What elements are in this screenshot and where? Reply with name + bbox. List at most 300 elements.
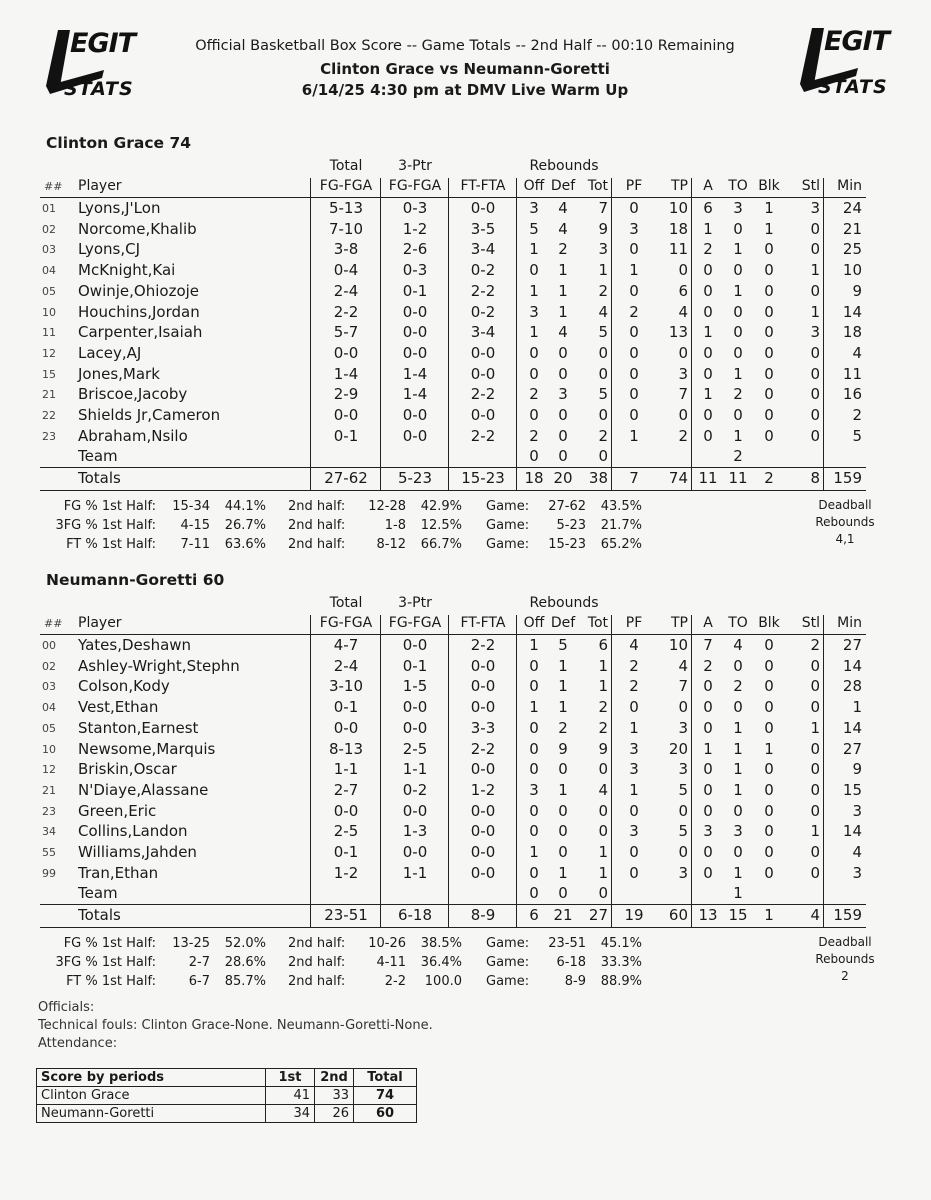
- stat-to: 0: [733, 843, 743, 861]
- pct-first-half: 15-34: [172, 499, 210, 515]
- column-divider: [310, 615, 311, 927]
- stat-fg3: 0-0: [402, 698, 428, 717]
- totals-tot: 38: [588, 469, 608, 488]
- stat-pf: 0: [629, 199, 639, 217]
- stat-min: 4: [852, 843, 862, 861]
- totals-pf: 19: [624, 906, 644, 925]
- stat-off: 0: [529, 863, 539, 882]
- stat-def: 1: [558, 261, 568, 280]
- stat-blk: 0: [764, 822, 774, 841]
- player-name: Yates,Deshawn: [78, 636, 192, 654]
- stat-pf: 1: [629, 426, 639, 445]
- stat-to: 1: [733, 718, 743, 737]
- pct-label: 3FG % 1st Half:: [55, 518, 156, 534]
- stat-a: 0: [703, 843, 713, 861]
- pct-first-half: 13-25: [172, 936, 210, 952]
- pct-game-percent: 65.2%: [600, 537, 642, 553]
- stat-stl: 0: [810, 863, 820, 882]
- pct-second-half-label: 2nd half:: [288, 518, 346, 534]
- player-name: Vest,Ethan: [78, 698, 159, 717]
- team-row-off: 0: [529, 447, 539, 466]
- player-name: Houchins,Jordan: [78, 302, 200, 321]
- column-header-fg3: FG-FGA: [388, 178, 442, 194]
- period-row: [37, 1105, 417, 1123]
- stat-blk: 1: [764, 199, 774, 217]
- stat-fg3: 0-0: [402, 343, 428, 362]
- column-header-to: TO: [728, 178, 748, 194]
- stat-def: 9: [558, 739, 568, 758]
- stat-a: 1: [703, 323, 713, 342]
- player-name: Williams,Jahden: [78, 843, 197, 861]
- stat-tot: 2: [598, 281, 608, 300]
- stat-fg3: 0-0: [402, 406, 428, 424]
- stat-tp: 0: [678, 343, 688, 362]
- stat-min: 1: [852, 698, 862, 717]
- stat-min: 2: [852, 406, 862, 424]
- stat-tp: 3: [678, 718, 688, 737]
- stat-fg: 8-13: [328, 739, 364, 758]
- stat-blk: 0: [764, 760, 774, 779]
- stat-min: 3: [852, 863, 862, 882]
- period-1st: 41: [266, 1087, 315, 1105]
- stat-blk: 0: [764, 261, 774, 280]
- column-divider: [823, 178, 824, 490]
- period-2nd: 26: [315, 1105, 354, 1123]
- stat-fg: 1-2: [333, 863, 359, 882]
- column-divider: [823, 615, 824, 927]
- player-name: Owinje,Ohiozoje: [78, 281, 200, 300]
- player-number: 01: [42, 202, 56, 215]
- stat-def: 3: [558, 385, 568, 404]
- stat-pf: 0: [629, 843, 639, 861]
- stat-tot: 1: [598, 843, 608, 861]
- stat-fg3: 0-2: [402, 780, 428, 799]
- stat-min: 4: [852, 343, 862, 362]
- stat-off: 3: [529, 302, 539, 321]
- stat-tp: 0: [678, 406, 688, 424]
- totals-label: Totals: [78, 906, 121, 925]
- stat-stl: 0: [810, 698, 820, 717]
- column-header-ft: FT-FTA: [460, 615, 506, 631]
- player-number: 21: [42, 783, 56, 797]
- stat-min: 3: [852, 801, 862, 820]
- stat-fg: 2-4: [333, 656, 359, 675]
- totals-a: 13: [698, 906, 718, 925]
- team-title: Neumann-Goretti 60: [46, 571, 225, 589]
- totals-def: 21: [553, 906, 573, 925]
- stat-ft: 3-4: [470, 240, 496, 259]
- totals-tot: 27: [588, 906, 608, 925]
- stat-to: 1: [733, 364, 743, 383]
- stat-off: 1: [529, 323, 539, 342]
- stat-pf: 3: [629, 822, 639, 841]
- stat-pf: 3: [629, 739, 639, 758]
- stat-pf: 1: [629, 780, 639, 799]
- stat-to: 0: [733, 343, 743, 362]
- stat-fg: 0-4: [333, 261, 359, 280]
- team-row-to: 1: [733, 884, 743, 903]
- stat-tp: 20: [668, 739, 688, 758]
- pct-game-label: Game:: [486, 518, 530, 534]
- stat-pf: 3: [629, 219, 639, 238]
- pct-first-half-percent: 44.1%: [224, 499, 266, 515]
- stat-a: 1: [703, 385, 713, 404]
- group-header-3ptr: 3-Ptr: [398, 595, 432, 611]
- pct-game-label: Game:: [486, 499, 530, 515]
- stat-blk: 0: [764, 656, 774, 675]
- player-name: Briskin,Oscar: [78, 760, 177, 779]
- stat-def: 2: [558, 718, 568, 737]
- stat-fg: 5-7: [333, 323, 359, 342]
- stat-blk: 0: [764, 343, 774, 362]
- group-header-3ptr: 3-Ptr: [398, 158, 432, 174]
- team-row-label: Team: [78, 884, 118, 903]
- player-name: Abraham,Nsilo: [78, 426, 188, 445]
- period-row: [37, 1087, 417, 1105]
- stat-off: 2: [529, 426, 539, 445]
- stat-fg3: 1-5: [402, 677, 428, 696]
- stat-def: 0: [558, 426, 568, 445]
- column-divider: [516, 178, 517, 490]
- stat-tot: 0: [598, 822, 608, 841]
- totals-off: 6: [529, 906, 539, 925]
- officials-label: Officials:: [38, 1000, 95, 1015]
- column-header-def: Def: [550, 615, 576, 631]
- stat-a: 0: [703, 718, 713, 737]
- stat-fg3: 0-0: [402, 302, 428, 321]
- stat-stl: 0: [810, 219, 820, 238]
- stat-fg3: 0-1: [402, 656, 428, 675]
- stat-fg: 2-5: [333, 822, 359, 841]
- player-number: 99: [42, 866, 56, 880]
- stat-tp: 10: [668, 636, 688, 654]
- stat-min: 9: [852, 760, 862, 779]
- stat-a: 0: [703, 364, 713, 383]
- pct-first-half: 4-15: [180, 518, 210, 534]
- stat-a: 0: [703, 780, 713, 799]
- stat-off: 1: [529, 698, 539, 717]
- deadball-rebounds: 4,1: [835, 532, 855, 547]
- stat-fg: 7-10: [328, 219, 364, 238]
- stat-tot: 1: [598, 863, 608, 882]
- stat-fg: 2-7: [333, 780, 359, 799]
- stat-fg: 0-0: [333, 406, 359, 424]
- pct-first-half-percent: 52.0%: [224, 936, 266, 952]
- stat-fg3: 1-1: [402, 863, 428, 882]
- bottom-rule: [40, 927, 866, 928]
- pct-game-percent: 88.9%: [600, 974, 642, 990]
- team-row-tot: 0: [598, 447, 608, 466]
- player-name: McKnight,Kai: [78, 261, 176, 280]
- stat-fg: 1-4: [333, 364, 359, 383]
- stat-fg3: 2-5: [402, 739, 428, 758]
- stat-a: 0: [703, 406, 713, 424]
- pct-second-half: 12-28: [368, 499, 406, 515]
- stat-min: 27: [842, 636, 862, 654]
- totals-pf: 7: [629, 469, 639, 488]
- stat-blk: 0: [764, 406, 774, 424]
- stat-to: 0: [733, 698, 743, 717]
- totals-to: 15: [728, 906, 748, 925]
- period-total: 74: [354, 1087, 417, 1105]
- stat-blk: 0: [764, 801, 774, 820]
- stat-def: 4: [558, 219, 568, 238]
- stat-to: 0: [733, 406, 743, 424]
- group-header-rebounds: Rebounds: [529, 595, 599, 611]
- player-name: Lacey,AJ: [78, 343, 142, 362]
- stat-off: 0: [529, 718, 539, 737]
- stat-min: 11: [842, 364, 862, 383]
- column-divider: [611, 178, 612, 490]
- pct-game-label: Game:: [486, 936, 530, 952]
- stat-def: 0: [558, 343, 568, 362]
- stat-fg3: 0-0: [402, 636, 428, 654]
- stat-off: 0: [529, 261, 539, 280]
- column-header-off: Off: [523, 178, 545, 194]
- stat-tp: 3: [678, 760, 688, 779]
- player-number: 00: [42, 639, 56, 652]
- stat-def: 5: [558, 636, 568, 654]
- stat-blk: 0: [764, 385, 774, 404]
- player-name: Jones,Mark: [78, 364, 160, 383]
- stat-ft: 3-4: [470, 323, 496, 342]
- stat-tp: 11: [668, 240, 688, 259]
- totals-fg3: 6-18: [397, 906, 433, 925]
- stat-blk: 0: [764, 677, 774, 696]
- stat-ft: 2-2: [470, 426, 496, 445]
- stat-stl: 3: [810, 199, 820, 217]
- stat-to: 1: [733, 780, 743, 799]
- stat-tot: 1: [598, 656, 608, 675]
- team-row-tot: 0: [598, 884, 608, 903]
- stat-stl: 1: [810, 718, 820, 737]
- stat-blk: 0: [764, 281, 774, 300]
- column-header-num: ##: [44, 180, 63, 193]
- stat-off: 0: [529, 822, 539, 841]
- stat-stl: 1: [810, 261, 820, 280]
- stat-stl: 0: [810, 677, 820, 696]
- player-number: 03: [42, 243, 56, 257]
- bottom-rule: [40, 490, 866, 491]
- stat-to: 1: [733, 739, 743, 758]
- stat-def: 1: [558, 677, 568, 696]
- stat-off: 0: [529, 364, 539, 383]
- pct-second-half-percent: 100.0: [424, 974, 462, 990]
- logo-word-stats: STATS: [64, 78, 134, 100]
- stat-pf: 0: [629, 240, 639, 259]
- stat-tot: 4: [598, 302, 608, 321]
- stat-pf: 2: [629, 302, 639, 321]
- pct-first-half: 6-7: [188, 974, 210, 990]
- player-name: Colson,Kody: [78, 677, 170, 696]
- stat-a: 1: [703, 739, 713, 758]
- pct-second-half: 2-2: [384, 974, 406, 990]
- player-number: 22: [42, 409, 56, 422]
- stat-ft: 0-0: [470, 343, 496, 362]
- totals-blk: 1: [764, 906, 774, 925]
- column-header-tot: Tot: [587, 178, 608, 194]
- totals-fg3: 5-23: [397, 469, 433, 488]
- stat-stl: 0: [810, 780, 820, 799]
- stat-a: 0: [703, 698, 713, 717]
- pct-game: 15-23: [548, 537, 586, 553]
- stat-ft: 0-0: [470, 677, 496, 696]
- column-header-player: Player: [78, 178, 122, 194]
- player-name: Tran,Ethan: [78, 863, 159, 882]
- player-number: 34: [42, 825, 56, 839]
- stat-fg3: 0-3: [402, 199, 428, 217]
- column-header-player: Player: [78, 615, 122, 631]
- stat-stl: 0: [810, 343, 820, 362]
- period-team: Clinton Grace: [37, 1087, 266, 1105]
- stat-off: 0: [529, 343, 539, 362]
- stat-fg3: 1-3: [402, 822, 428, 841]
- player-name: Stanton,Earnest: [78, 718, 199, 737]
- pct-game-percent: 43.5%: [600, 499, 642, 515]
- pct-label: FG % 1st Half:: [63, 499, 156, 515]
- player-number: 12: [42, 763, 56, 777]
- game-date-venue: 6/14/25 4:30 pm at DMV Live Warm Up: [301, 81, 629, 99]
- stat-fg3: 0-0: [402, 718, 428, 737]
- player-number: 02: [42, 659, 56, 673]
- stat-tot: 7: [598, 199, 608, 217]
- player-name: Newsome,Marquis: [78, 739, 216, 758]
- stat-min: 14: [842, 822, 862, 841]
- pct-second-half-percent: 66.7%: [420, 537, 462, 553]
- totals-tp: 74: [668, 469, 688, 488]
- player-name: Lyons,J'Lon: [78, 199, 161, 217]
- stat-pf: 1: [629, 261, 639, 280]
- totals-def: 20: [553, 469, 573, 488]
- column-header-min: Min: [837, 178, 862, 194]
- stat-tp: 4: [678, 302, 688, 321]
- player-name: Ashley-Wright,Stephn: [78, 656, 240, 675]
- stat-tot: 0: [598, 343, 608, 362]
- column-header-a: A: [703, 178, 713, 194]
- stat-ft: 2-2: [470, 739, 496, 758]
- stat-tp: 18: [668, 219, 688, 238]
- stat-tp: 10: [668, 199, 688, 217]
- stat-off: 0: [529, 801, 539, 820]
- deadball-rebounds: Rebounds: [815, 952, 875, 967]
- stat-pf: 0: [629, 343, 639, 362]
- player-name: N'Diaye,Alassane: [78, 780, 209, 799]
- stat-to: 1: [733, 760, 743, 779]
- stat-def: 0: [558, 801, 568, 820]
- player-number: 03: [42, 680, 56, 694]
- stat-tot: 5: [598, 323, 608, 342]
- pct-first-half-percent: 85.7%: [224, 974, 266, 990]
- totals-label: Totals: [78, 469, 121, 488]
- stat-tp: 0: [678, 698, 688, 717]
- stat-fg: 0-0: [333, 801, 359, 820]
- stat-tp: 3: [678, 863, 688, 882]
- stat-to: 1: [733, 426, 743, 445]
- stat-pf: 0: [629, 801, 639, 820]
- column-header-a: A: [703, 615, 713, 631]
- column-header-fg: FG-FGA: [319, 178, 373, 194]
- stat-tp: 0: [678, 801, 688, 820]
- stat-off: 1: [529, 240, 539, 259]
- period-total: 60: [354, 1105, 417, 1123]
- matchup-title: Clinton Grace vs Neumann-Goretti: [320, 60, 610, 78]
- stat-fg: 3-8: [333, 240, 359, 259]
- stat-stl: 0: [810, 385, 820, 404]
- stat-a: 7: [703, 636, 713, 654]
- stat-fg3: 1-2: [402, 219, 428, 238]
- team-row-off: 0: [529, 884, 539, 903]
- totals-ft: 15-23: [461, 469, 505, 488]
- column-header-def: Def: [550, 178, 576, 194]
- pct-label: 3FG % 1st Half:: [55, 955, 156, 971]
- stat-min: 14: [842, 302, 862, 321]
- period-header-1st: 1st: [266, 1069, 315, 1087]
- stat-pf: 0: [629, 281, 639, 300]
- player-number: 55: [42, 846, 56, 859]
- stat-blk: 0: [764, 718, 774, 737]
- totals-fg: 23-51: [324, 906, 368, 925]
- pct-game: 6-18: [556, 955, 586, 971]
- stat-fg3: 0-0: [402, 843, 428, 861]
- stat-fg: 2-2: [333, 302, 359, 321]
- column-divider: [691, 615, 692, 927]
- logo-word-legit: EGIT: [70, 28, 136, 59]
- player-name: Briscoe,Jacoby: [78, 385, 188, 404]
- pct-second-half-percent: 36.4%: [420, 955, 462, 971]
- totals-stl: 4: [810, 906, 820, 925]
- stat-min: 27: [842, 739, 862, 758]
- stat-tot: 6: [598, 636, 608, 654]
- pct-second-half: 10-26: [368, 936, 406, 952]
- player-number: 11: [42, 326, 56, 340]
- player-name: Lyons,CJ: [78, 240, 141, 259]
- column-divider: [380, 178, 381, 490]
- stat-to: 1: [733, 281, 743, 300]
- stat-pf: 4: [629, 636, 639, 654]
- stat-min: 16: [842, 385, 862, 404]
- stat-def: 1: [558, 780, 568, 799]
- stat-fg3: 0-0: [402, 323, 428, 342]
- stat-a: 1: [703, 219, 713, 238]
- stat-tot: 5: [598, 385, 608, 404]
- stat-stl: 1: [810, 302, 820, 321]
- pct-first-half-percent: 63.6%: [224, 537, 266, 553]
- pct-label: FT % 1st Half:: [66, 974, 156, 990]
- column-header-off: Off: [523, 615, 545, 631]
- stat-to: 0: [733, 219, 743, 238]
- pct-game: 27-62: [548, 499, 586, 515]
- stat-off: 3: [529, 780, 539, 799]
- stat-tot: 0: [598, 406, 608, 424]
- stat-pf: 0: [629, 364, 639, 383]
- team-title: Clinton Grace 74: [46, 134, 192, 152]
- pct-label: FG % 1st Half:: [63, 936, 156, 952]
- stat-ft: 0-0: [470, 801, 496, 820]
- stat-tot: 0: [598, 364, 608, 383]
- pct-second-half: 1-8: [384, 518, 406, 534]
- stat-stl: 3: [810, 323, 820, 342]
- column-header-tot: Tot: [587, 615, 608, 631]
- stat-off: 3: [529, 199, 539, 217]
- pct-first-half: 7-11: [180, 537, 210, 553]
- stat-tp: 0: [678, 261, 688, 280]
- stat-tp: 7: [678, 385, 688, 404]
- stat-pf: 1: [629, 718, 639, 737]
- stat-pf: 0: [629, 698, 639, 717]
- pct-game: 8-9: [564, 974, 586, 990]
- stat-ft: 0-2: [470, 302, 496, 321]
- stat-pf: 0: [629, 863, 639, 882]
